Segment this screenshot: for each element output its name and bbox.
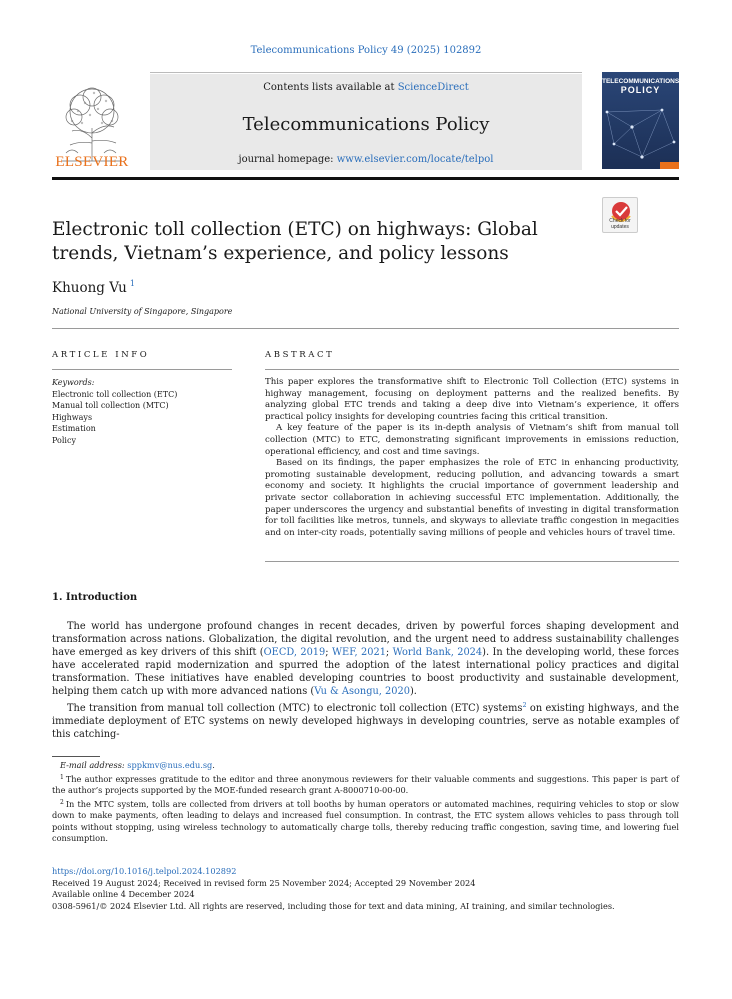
contents-available-line <box>150 82 582 93</box>
header-divider <box>52 328 679 329</box>
body-text-run: The world has undergone profound changes in recent decades, driven by powerful forces shaping development and transformation across nations. Globalization, the digital revolution, and the urgent need to address sustainability challenges have emerged as key drivers of this shift ( <box>52 621 679 659</box>
copyright-notice: 0308-5961/© 2024 Elsevier Ltd. All rights are reserved, including those for text and data mining, AI training, and similar technologies. <box>52 900 615 911</box>
check-for-updates-badge[interactable] <box>602 197 638 233</box>
abstract-paragraph: A key feature of the paper is its in-depth analysis of Vietnam’s shift from manual toll collection (MTC) to ETC, demonstrating significant improvements in emissions reduction, operational efficiency, and cost and time savings. <box>265 423 679 457</box>
cover-title <box>602 78 679 95</box>
author-line <box>52 279 135 296</box>
article-title: Electronic toll collection (ETC) on highways: Global trends, Vietnam’s experience, and policy lessons <box>52 219 538 264</box>
doi-link[interactable]: https://doi.org/10.1016/j.telpol.2024.102892 <box>52 866 237 876</box>
journal-reference-link[interactable]: Telecommunications Policy 49 (2025) 102892 <box>250 45 482 56</box>
body-text-run: The transition from manual toll collection (MTC) to electronic toll collection (ETC) systems <box>67 702 523 714</box>
corresponding-email <box>52 760 679 772</box>
citation-link[interactable]: Vu & Asongu, 2020 <box>314 686 410 698</box>
received-dates: Received 19 August 2024; Received in revised form 25 November 2024; Accepted 29 November 2024 <box>52 877 476 888</box>
footnote-rule <box>52 756 100 757</box>
keywords-block <box>52 377 232 446</box>
author-affiliation: National University of Singapore, Singapore <box>52 307 233 316</box>
cover-title-line1: TELECOMMUNICATIONS <box>602 78 679 85</box>
keyword-item: Policy <box>52 435 76 445</box>
article-info-rule <box>52 369 232 370</box>
footnote-item <box>52 772 679 797</box>
introduction-body <box>52 620 679 741</box>
check-updates-label: Check for updates <box>609 218 631 230</box>
footnote-marker[interactable]: 2 <box>522 700 527 709</box>
available-online-date: Available online 4 December 2024 <box>52 889 195 899</box>
elsevier-wordmark[interactable]: ELSEVIER <box>55 154 129 170</box>
footnote-text: In the MTC system, tolls are collected from drivers at toll booths by human operators or automated machines, requiring vehicles to stop or slow down to make payments, often leading to delays and increased fuel consumption. In contrast, the ETC system allows vehicles to pass through toll points without stopping, using wireless technology to automatically charge tolls, thereby reducing traffic congestion, saving time, and lowering fuel consumption. <box>52 798 679 843</box>
footnote-number: 2 <box>60 798 64 806</box>
journal-masthead <box>52 72 679 182</box>
abstract-bottom-rule <box>265 561 679 562</box>
footnotes-block <box>52 760 679 845</box>
body-text-run: ; <box>385 647 393 659</box>
abstract-paragraph: Based on its findings, the paper emphasizes the role of ETC in enhancing productivity, promoting sustainable development, reducing pollution, and advancing towards a smart economy and society. It highlights the crucial importance of government leadership and private sector collaboration in achieving successful ETC implementation. Additionally, the paper underscores the urgency and substantial benefits of investing in digital transformation for toll facilities like metros, tunnels, and skyways to alleviate traffic congestion in megacities and on inter-city roads, potentially saving millions of people and vehicles hours of travel time. <box>265 458 679 538</box>
journal-cover-image[interactable] <box>602 72 679 169</box>
body-text-run: on existing highways, and the immediate deployment of ETC systems on newly developed highways in developing countries, serve as notable examples of this catching- <box>52 702 680 740</box>
keyword-item: Electronic toll collection (ETC) <box>52 389 178 399</box>
author-footnote-marker[interactable]: 1 <box>129 279 135 288</box>
abstract-paragraph: This paper explores the transformative shift to Electronic Toll Collection (ETC) systems in highway management, focusing on deployment patterns and the realized benefits. By analyzing global ETC trends and taking a deep dive into Vietnam’s experience, it offers practical policy insights for developing countries facing this critical transition. <box>265 377 679 422</box>
email-link[interactable]: sppkmv@nus.edu.sg <box>127 760 213 770</box>
masthead-rule <box>52 177 679 180</box>
author-name[interactable]: Khuong Vu <box>52 280 127 296</box>
abstract-body <box>265 377 679 539</box>
contents-prefix: Contents lists available at <box>263 82 398 93</box>
body-paragraph <box>52 699 679 741</box>
section-heading-introduction: 1. Introduction <box>52 592 138 603</box>
sciencedirect-link[interactable]: ScienceDirect <box>397 82 469 93</box>
article-info-heading: ARTICLE INFO <box>52 350 150 360</box>
keyword-item: Manual toll collection (MTC) <box>52 401 169 410</box>
homepage-prefix: journal homepage: <box>238 154 337 165</box>
citation-link[interactable]: World Bank, 2024 <box>392 647 483 659</box>
body-text-run: ). In the developing world, these forces have accelerated rapid modernization and spurred the adoption of the latest international policy practices and digital transformation. These initiatives have enabled developing countries to boost productivity and sustainable development, helping them catch up with more advanced nations ( <box>52 647 679 698</box>
email-suffix: . <box>212 760 215 770</box>
journal-banner <box>150 74 582 170</box>
keywords-label: Keywords: <box>52 378 95 387</box>
cover-title-line2: POLICY <box>620 85 661 95</box>
email-label: E-mail address: <box>60 760 125 770</box>
footnote-number: 1 <box>60 773 64 781</box>
body-text-run: ). <box>409 686 417 698</box>
abstract-rule <box>265 369 679 370</box>
citation-link[interactable]: WEF, 2021 <box>331 647 386 659</box>
body-text-run: ; <box>325 647 332 659</box>
abstract-heading: ABSTRACT <box>265 350 335 360</box>
citation-link[interactable]: OECD, 2019 <box>263 647 326 659</box>
footnote-text: The author expresses gratitude to the editor and three anonymous reviewers for their valuable comments and suggestions. This paper is part of the author’s projects supported by the MOE-funded research grant A-8000710-00-00. <box>52 773 679 795</box>
article-metadata <box>52 866 679 912</box>
footnote-item <box>52 797 679 845</box>
body-paragraph <box>52 620 679 699</box>
keyword-item: Highways <box>52 412 93 422</box>
journal-homepage-link[interactable]: www.elsevier.com/locate/telpol <box>336 154 494 165</box>
keyword-item: Estimation <box>52 424 96 433</box>
journal-homepage-line <box>150 154 582 165</box>
journal-title: Telecommunications Policy <box>242 114 490 135</box>
